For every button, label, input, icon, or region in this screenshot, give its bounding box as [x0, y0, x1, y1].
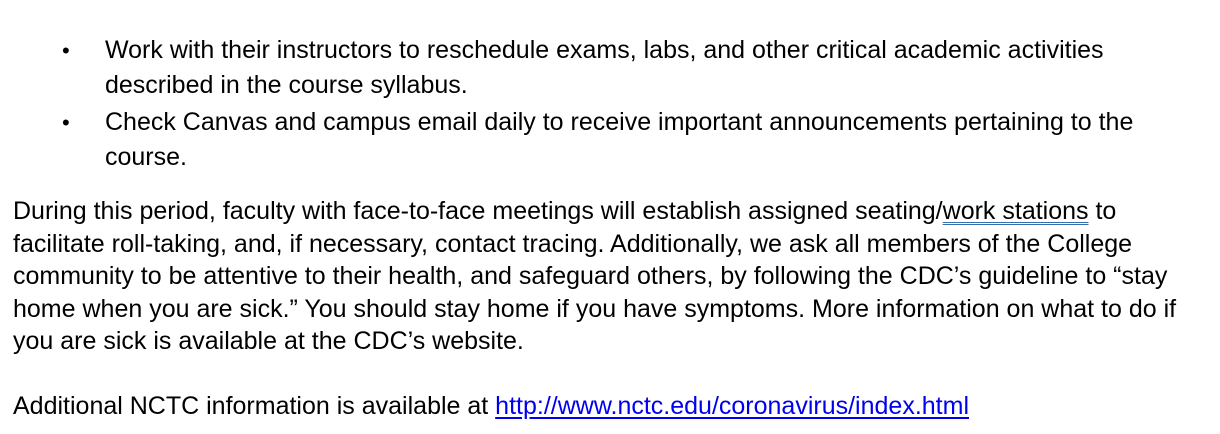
list-item-text: Work with their instructors to reschedule exams, labs, and other critical academic activities described in the course syllabus.: [105, 36, 1104, 99]
paragraph-text-end: to facilitate roll-taking, and, if necessary, contact tracing. Additionally, we ask all members of the College community to be attentive to their health, and safeguard others, by following the CDC’s guideline to “stay home when you are sick.” You should stay home if you have symptoms. More information on what to do if you are sick is available at the CDC’s website.: [13, 197, 1177, 355]
bullet-icon: •: [62, 38, 70, 63]
bullet-icon: •: [62, 110, 70, 135]
list-item: [0, 33, 1190, 103]
additional-info-line: [13, 390, 1213, 422]
coronavirus-info-link[interactable]: http://www.nctc.edu/coronavirus/index.html: [495, 392, 969, 420]
list-item: [0, 105, 1190, 175]
body-paragraph: [13, 195, 1213, 358]
list-item-text: Check Canvas and campus email daily to receive important announcements pertaining to the course.: [105, 108, 1134, 171]
bullet-list: [0, 33, 1220, 177]
additional-info-text: Additional NCTC information is available at: [13, 392, 496, 420]
paragraph-text-start: During this period, faculty with face-to-face meetings will establish assigned seating/: [13, 197, 943, 225]
grammar-flagged-text[interactable]: work stations: [942, 197, 1089, 225]
